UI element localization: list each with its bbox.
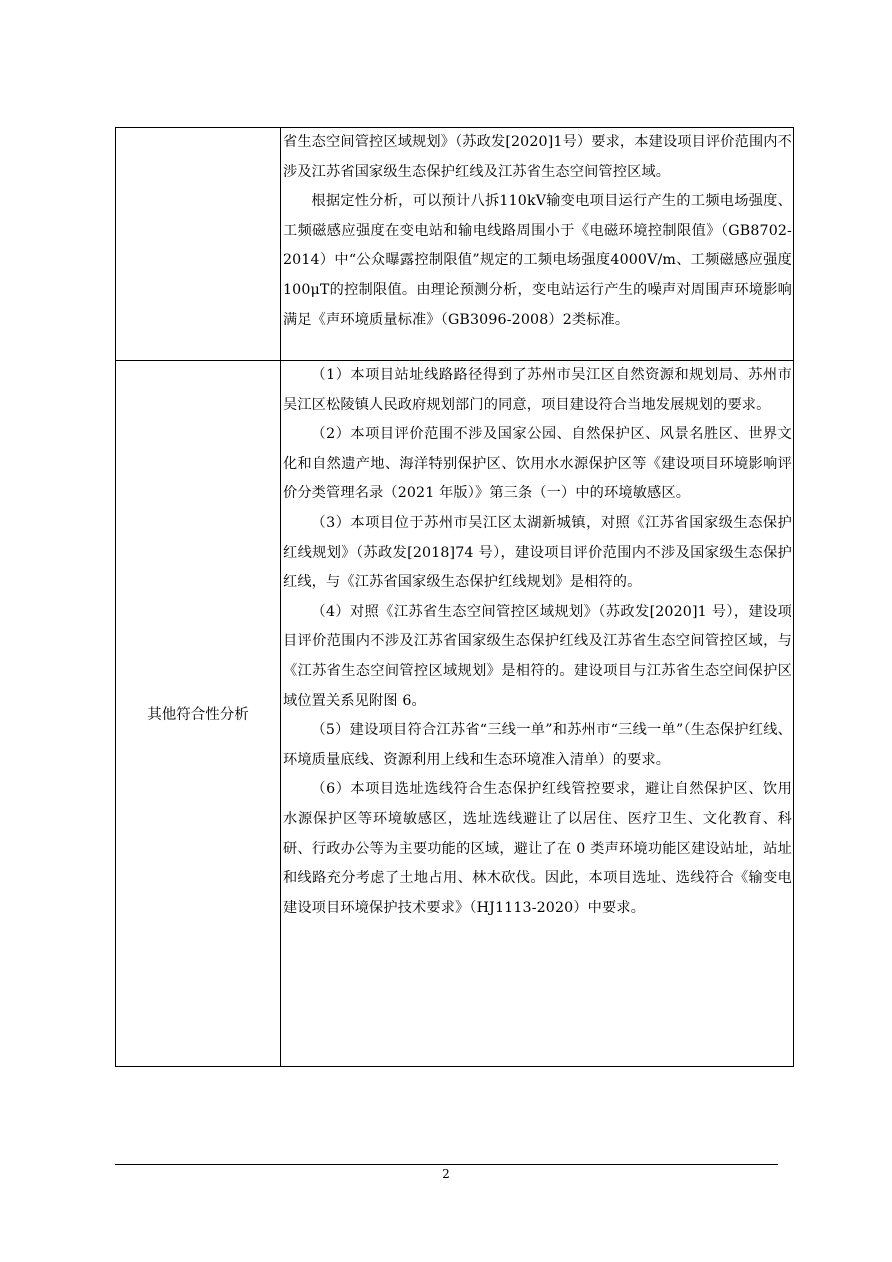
row-content-cell — [281, 128, 794, 361]
paragraph: （1）本项目站址线路路径得到了苏州市吴江区自然资源和规划局、苏州市吴江区松陵镇人民政府规划部门的同意，项目建设符合当地发展规划的要求。 — [283, 367, 792, 413]
paragraph: 省生态空间管控区域规划》（苏政发[2020]1号）要求，本建设项目评价范围内不涉及江苏省国家级生态保护红线及江苏省生态空间管控区域。 — [283, 134, 792, 180]
paragraph: （3）本项目位于苏州市吴江区太湖新城镇，对照《江苏省国家级生态保护红线规划》（苏政发[2018]74 号），建设项目评价范围内不涉及国家级生态保护红线，与《江苏省国家级生态保护红线规划》是相符的。 — [283, 514, 792, 591]
row-label-cell — [116, 128, 281, 361]
paragraph: 根据定性分析，可以预计八拆110kV输变电项目运行产生的工频电场强度、工频磁感应强度在变电站和输电线路周围小于《电磁环境控制限值》（GB8702-2014）中“公众曝露控制限值”规定的工频电场强度4000V/m、工频磁感应强度100μT的控制限值。由理论预测分析，变电站运行产生的噪声对周围声环境影响满足《声环境质量标准》（GB3096-2008）2类标准。 — [283, 193, 792, 328]
row-label: 其他符合性分析 — [147, 707, 249, 723]
paragraph: （4）对照《江苏省生态空间管控区域规划》（苏政发[2020]1 号），建设项目评价范围内不涉及江苏省国家级生态保护红线及江苏省生态空间管控区域，与《江苏省生态空间管控区域规划》是相符的。建设项目与江苏省生态空间保护区域位置关系见附图 6。 — [283, 603, 792, 709]
table-row — [116, 128, 794, 361]
row-label-cell — [116, 361, 281, 1067]
page-number: 2 — [442, 1167, 450, 1181]
paragraph: （5）建设项目符合江苏省“三线一单”和苏州市“三线一单”（生态保护红线、环境质量底线、资源利用上线和生态环境准入清单）的要求。 — [283, 722, 792, 768]
paragraph: （2）本项目评价范围不涉及国家公园、自然保护区、风景名胜区、世界文化和自然遗产地、海洋特别保护区、饮用水水源保护区等《建设项目环境影响评价分类管理名录（2021 年版）》第三条（一）中的环境敏感区。 — [283, 426, 792, 502]
table-row — [116, 361, 794, 1067]
paragraph: （6）本项目选址选线符合生态保护红线管控要求，避让自然保护区、饮用水源保护区等环境敏感区，选址选线避让了以居住、医疗卫生、文化教育、科研、行政办公等为主要功能的区域，避让了在 0 类声环境功能区建设站址，站址和线路充分考虑了土地占用、林木砍伐。因此，本项目选址、选线符合《输变电建设项目环境保护技术要求》（HJ1113-2020）中要求。 — [283, 781, 792, 916]
document-table — [115, 127, 794, 1067]
row-content-cell — [281, 361, 794, 1067]
footer-divider — [115, 1164, 778, 1165]
